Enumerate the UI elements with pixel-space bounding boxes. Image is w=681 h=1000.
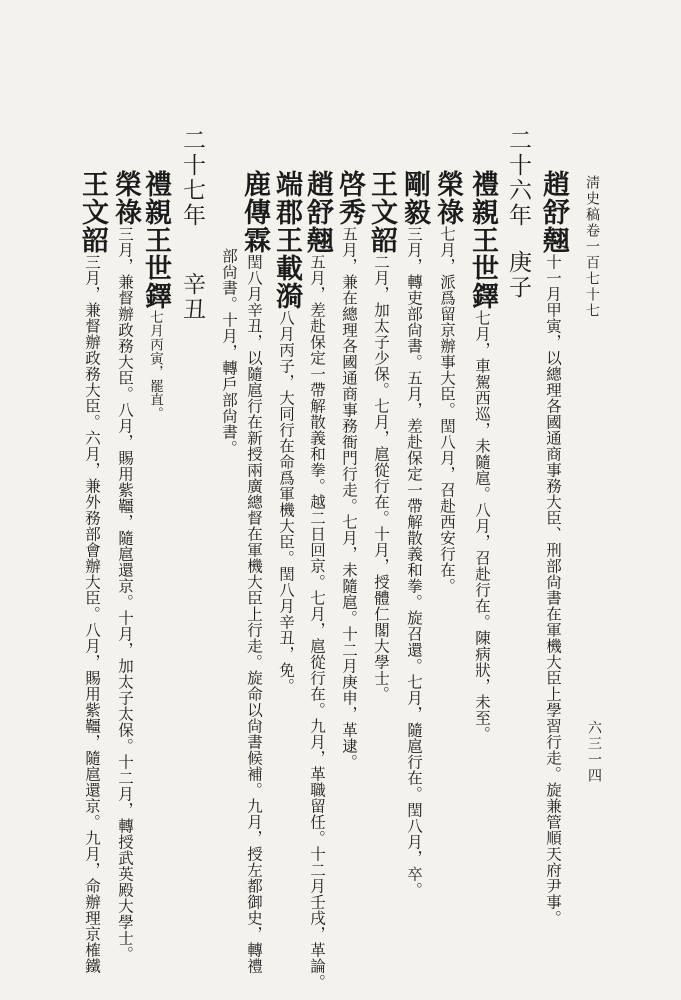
entry-wang-wenshao-2 (79, 170, 106, 974)
person-name: 榮祿 (110, 170, 141, 226)
person-name: 禮親王世鐸 (140, 170, 171, 310)
entry-text: 三月，兼督辦政務大臣。六月，兼外務部會辦大臣。八月，賜用紫韁，隨扈還京。九月，命辦理京榷鐵 (83, 254, 101, 974)
year-label: 二十七年 (179, 128, 205, 228)
entry-text: 三月，轉吏部尙書。五月，差赴保定一帶解散義和拳。旋召還。七月，隨扈行在。閏八月，卒。 (405, 226, 423, 898)
entry-lu-chuanlin (241, 170, 268, 974)
entry-text: 八月丙子，大同行在命爲軍機大臣。閏八月辛丑，免。 (277, 310, 295, 694)
person-name: 王文韶 (77, 170, 108, 254)
running-title: 淸史稿卷一百七十七 (584, 175, 600, 319)
person-name: 禮親王世鐸 (467, 170, 498, 310)
year-heading-27 (180, 128, 203, 322)
person-name: 王文韶 (366, 170, 397, 254)
page-number: 六三一四 (586, 720, 602, 784)
entry-li-qinwang-1 (469, 170, 496, 742)
entry-text: 五月，差赴保定一帶解散義和拳。越二日回京。七月，扈從行在。九月，革職留任。十二月壬戌，革論。 (308, 254, 326, 990)
entry-text: 七月丙寅，罷直。 (147, 310, 163, 421)
entry-text: 十一月甲寅，以總理各國通商事務大臣、刑部尙書在軍機大臣上學習行走。旋兼管順天府尹事。 (544, 254, 562, 926)
entry-gang-yi (401, 170, 428, 898)
continuation-text: 部尙書。十月，轉戶部尙書。 (220, 248, 238, 456)
ganzhi-label: 庚子 (505, 250, 531, 300)
entry-text: 三月，兼督辦政務大臣。八月，賜用紫韁，隨扈還京。十月，加太子太保。十二月，轉授武英殿大學士。 (116, 226, 134, 962)
entry-zhao-shuqiao-1 (540, 170, 567, 926)
entry-text: 二月，加太子少保。七月，扈從行在。十月，授體仁閣大學士。 (372, 254, 390, 702)
entry-text: 七月，車駕西巡，未隨扈。八月，召赴行在。陳病狀，未至。 (473, 310, 491, 742)
ganzhi-label: 辛丑 (179, 272, 205, 322)
entry-text: 閏八月辛丑，以隨扈行在新授兩廣總督在軍機大臣上行走。旋命以尙書候補。九月，授左都御史，轉禮 (245, 254, 263, 974)
entry-li-qinwang-2 (142, 170, 169, 420)
entry-rong-lu-1 (434, 170, 461, 594)
entry-rong-lu-2 (112, 170, 139, 962)
entry-zhao-shuqiao-2 (304, 170, 331, 990)
entry-wang-wenshao-1 (368, 170, 395, 702)
entry-text: 七月，派爲留京辦事大臣。閏八月，召赴西安行在。 (438, 226, 456, 594)
year-heading-26 (506, 128, 529, 300)
entry-duan-junwang (273, 170, 300, 694)
person-name: 趙舒翹 (302, 170, 333, 254)
person-name: 端郡王載漪 (271, 170, 302, 310)
person-name: 剛毅 (399, 170, 430, 226)
person-name: 榮祿 (432, 170, 463, 226)
entry-qi-xiu (336, 170, 363, 770)
year-label: 二十六年 (505, 128, 531, 228)
person-name: 鹿傳霖 (239, 170, 270, 254)
person-name: 啓秀 (334, 170, 365, 226)
entry-text: 五月，兼在總理各國通商事務衙門行走。七月，未隨扈。十二月庚申，革逮。 (340, 226, 358, 770)
person-name: 趙舒翹 (538, 170, 569, 254)
